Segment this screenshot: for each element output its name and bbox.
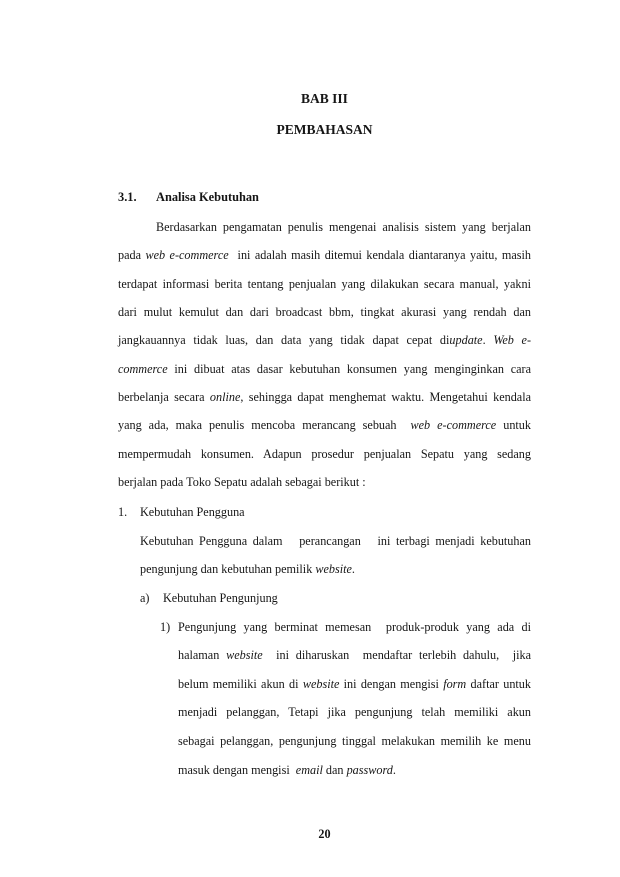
paragraph-line <box>118 468 531 496</box>
intro-paragraph <box>118 213 531 496</box>
text-run: ini dengan mengisi <box>339 676 444 691</box>
numbered-item <box>118 613 531 785</box>
text-run: berbelanja secara <box>118 389 210 404</box>
paragraph-line <box>118 440 531 468</box>
text-run: Berdasarkan pengamatan penulis mengenai analisis sistem yang berjalan <box>156 220 531 234</box>
text-run: mempermudah konsumen. Adapun prosedur penjualan Sepatu yang sedang <box>118 446 531 461</box>
paragraph-line <box>140 527 531 556</box>
text-run: belum memiliki akun di <box>178 676 303 691</box>
italic-text-run: web e-commerce <box>410 418 497 433</box>
text-run: menjadi pelanggan, Tetapi jika pengunjung telah memiliki akun <box>178 705 531 720</box>
text-run: berjalan pada Toko Sepatu adalah sebagai berikut : <box>118 474 366 489</box>
text-run: . <box>351 562 355 577</box>
paragraph-line <box>178 670 531 699</box>
italic-text-run: website <box>315 562 352 577</box>
text-run: untuk <box>496 418 531 433</box>
requirements-list <box>118 498 531 784</box>
text-run: ini adalah masih ditemui kendala diantaranya yaitu, masih <box>228 248 532 263</box>
italic-text-run: online <box>209 389 241 404</box>
italic-text-run: email <box>295 762 323 777</box>
list-item-heading <box>118 498 531 527</box>
text-run: dari mulut kemulut dan dari broadcast bbm, tingkat akurasi yang rendah dan <box>118 304 531 319</box>
text-run: masuk dengan mengisi <box>178 762 296 777</box>
text-run: . <box>392 762 396 777</box>
text-run: terdapat informasi berita tentang penjualan yang dilakukan secara manual, yakni <box>118 276 531 291</box>
sub-list-label: a) <box>140 590 150 605</box>
text-run: Kebutuhan Pengguna dalam perancangan ini terbagi menjadi kebutuhan <box>140 533 531 548</box>
text-run: pada <box>118 248 146 263</box>
sub-list-heading <box>118 584 531 613</box>
italic-text-run: website <box>226 648 263 663</box>
text-run: , sehingga dapat menghemat waktu. Mengetahui kendala <box>240 389 531 404</box>
numbered-item-number: 1) <box>160 619 171 634</box>
chapter-label: BAB III <box>301 91 348 106</box>
paragraph-line <box>178 698 531 727</box>
text-run: Pengunjung yang berminat memesan produk-produk yang ada di <box>178 619 531 634</box>
italic-text-run: form <box>443 676 467 691</box>
section-heading <box>118 188 531 206</box>
paragraph-line <box>178 756 531 785</box>
text-run: daftar untuk <box>466 676 531 691</box>
text-run: ini diharuskan mendaftar terlebih dahulu, jika <box>262 648 531 663</box>
paragraph-line <box>118 411 531 439</box>
italic-text-run: website <box>302 676 340 691</box>
paragraph-line <box>118 298 531 326</box>
paragraph-line <box>178 613 531 642</box>
paragraph-line <box>178 641 531 670</box>
paragraph-line <box>118 326 531 354</box>
sub-list-title: Kebutuhan Pengunjung <box>163 590 278 605</box>
text-run: pengunjung dan kebutuhan pemilik <box>140 562 316 577</box>
section-number: 3.1. <box>118 190 137 204</box>
section-title: Analisa Kebutuhan <box>156 190 259 204</box>
numbered-item-paragraph <box>178 613 531 785</box>
paragraph-line <box>140 555 531 584</box>
text-run: sebagai pelanggan, pengunjung tinggal melakukan memilih ke menu <box>178 734 531 749</box>
list-item-number: 1. <box>118 505 128 519</box>
text-run: yang ada, maka penulis mencoba merancang sebuah <box>118 418 411 433</box>
paragraph-line <box>118 383 531 411</box>
paragraph-line <box>118 355 531 383</box>
text-run: jangkauannya tidak luas, dan data yang tidak dapat cepat di <box>118 333 450 348</box>
page-number: 20 <box>318 827 331 841</box>
italic-text-run: Web e- <box>493 333 531 348</box>
italic-text-run: commerce <box>118 361 168 376</box>
paragraph-line <box>118 213 531 241</box>
italic-text-run: password <box>346 762 393 777</box>
list-item-title: Kebutuhan Pengguna <box>140 505 245 519</box>
text-run: ini dibuat atas dasar kebutuhan konsumen yang menginginkan cara <box>167 361 531 376</box>
italic-text-run: web e-commerce <box>145 248 229 263</box>
text-run: . <box>482 333 494 348</box>
italic-text-run: update <box>449 333 483 348</box>
paragraph-line <box>118 241 531 269</box>
list-item-paragraph <box>140 527 531 584</box>
paragraph-line <box>178 727 531 756</box>
text-run: halaman <box>178 648 227 663</box>
chapter-title: PEMBAHASAN <box>276 122 373 137</box>
paragraph-line <box>118 270 531 298</box>
text-run: dan <box>322 762 347 777</box>
